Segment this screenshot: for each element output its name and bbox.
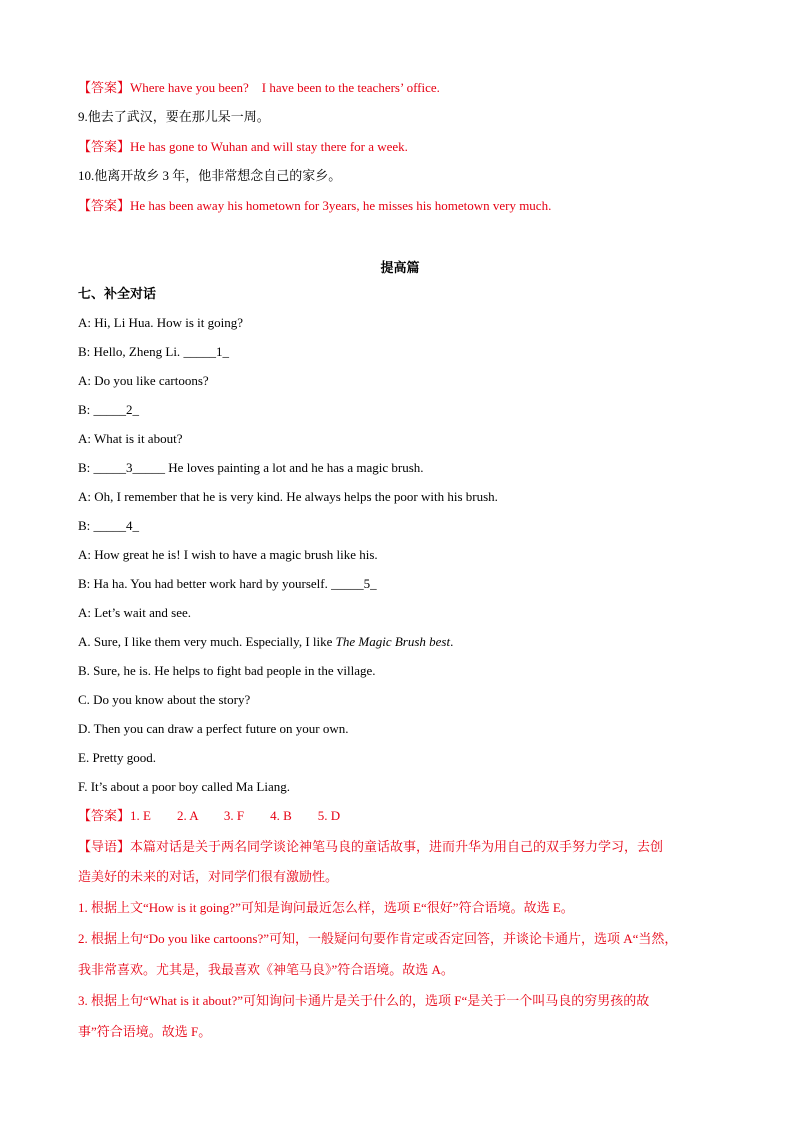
answer-8: 【答案】Where have you been? I have been to the teachers’ office. [78, 80, 440, 95]
dialogue-line-11: A: Let’s wait and see. [78, 605, 191, 620]
blank-3: _____3_____ [93, 460, 166, 475]
dialogue-line-5: A: What is it about? [78, 431, 183, 446]
question-9: 9.他去了武汉，要在那儿呆一周。 [78, 109, 270, 124]
blank-1: _____1_ [183, 344, 229, 359]
dialogue-text: B: [78, 402, 94, 417]
section-title: 提高篇 [380, 260, 420, 275]
part-heading: 七、补全对话 [78, 286, 157, 301]
explanation-1: 1. 根据上文“How is it going?”可知是询问最近怎么样，选项 E“很好”符合语境。故选 E。 [78, 900, 574, 915]
answer-10: 【答案】He has been away his hometown for 3years, he misses his hometown very much. [78, 198, 552, 213]
option-d: D. Then you can draw a perfect future on your own. [78, 721, 349, 736]
option-c: C. Do you know about the story? [78, 692, 251, 707]
blank-2: _____2_ [93, 402, 140, 417]
option-a-end: . [450, 634, 454, 649]
dialogue-line-9: A: How great he is! I wish to have a magic brush like his. [78, 547, 378, 562]
option-a-text: A. Sure, I like them very much. Especially, I like [78, 634, 336, 649]
dialogue-line-6 [78, 460, 424, 476]
explanation-2a: 2. 根据上句“Do you like cartoons?”可知，一般疑问句要作肯定或否定回答，并谈论卡通片，选项 A“当然， [78, 931, 678, 946]
dialogue-line-1: A: Hi, Li Hua. How is it going? [78, 315, 244, 330]
option-a-title: The Magic Brush best [335, 634, 451, 649]
dialogue-line-4 [78, 402, 139, 418]
dialogue-line-3: A: Do you like cartoons? [78, 373, 209, 388]
explanation-3b: 事”符合语境。故选 F。 [78, 1024, 212, 1039]
option-b: B. Sure, he is. He helps to fight bad people in the village. [78, 663, 376, 678]
explanation-3a: 3. 根据上句“What is it about?”可知询问卡通片是关于什么的，选项 F“是关于一个叫马良的穷男孩的故 [78, 993, 650, 1008]
answer-9: 【答案】He has gone to Wuhan and will stay there for a week. [78, 139, 408, 154]
dialogue-text: B: [78, 460, 94, 475]
option-a [78, 634, 453, 650]
explanation-2b: 我非常喜欢。尤其是，我最喜欢《神笔马良》”符合语境。故选 A。 [78, 962, 454, 977]
guide-line-2: 造美好的未来的对话，对同学们很有激励性。 [78, 869, 339, 884]
answer-key: 【答案】1. E 2. A 3. F 4. B 5. D [78, 808, 341, 823]
option-f: F. It’s about a poor boy called Ma Liang. [78, 779, 290, 794]
option-e: E. Pretty good. [78, 750, 156, 765]
dialogue-line-8 [78, 518, 139, 534]
dialogue-text: B: Ha ha. You had better work hard by yourself. [78, 576, 332, 591]
dialogue-line-2 [78, 344, 229, 360]
guide-line-1: 【导语】本篇对话是关于两名同学谈论神笔马良的童话故事，进而升华为用自己的双手努力学习，去创 [78, 839, 664, 854]
dialogue-line-10 [78, 576, 377, 592]
question-10: 10.他离开故乡 3 年，他非常想念自己的家乡。 [78, 168, 342, 183]
dialogue-text-rest: He loves painting a lot and he has a magic brush. [165, 460, 424, 475]
dialogue-text: B: [78, 518, 94, 533]
dialogue-line-7: A: Oh, I remember that he is very kind. He always helps the poor with his brush. [78, 489, 498, 504]
blank-5: _____5_ [331, 576, 377, 591]
dialogue-text: B: Hello, Zheng Li. [78, 344, 184, 359]
blank-4: _____4_ [93, 518, 140, 533]
